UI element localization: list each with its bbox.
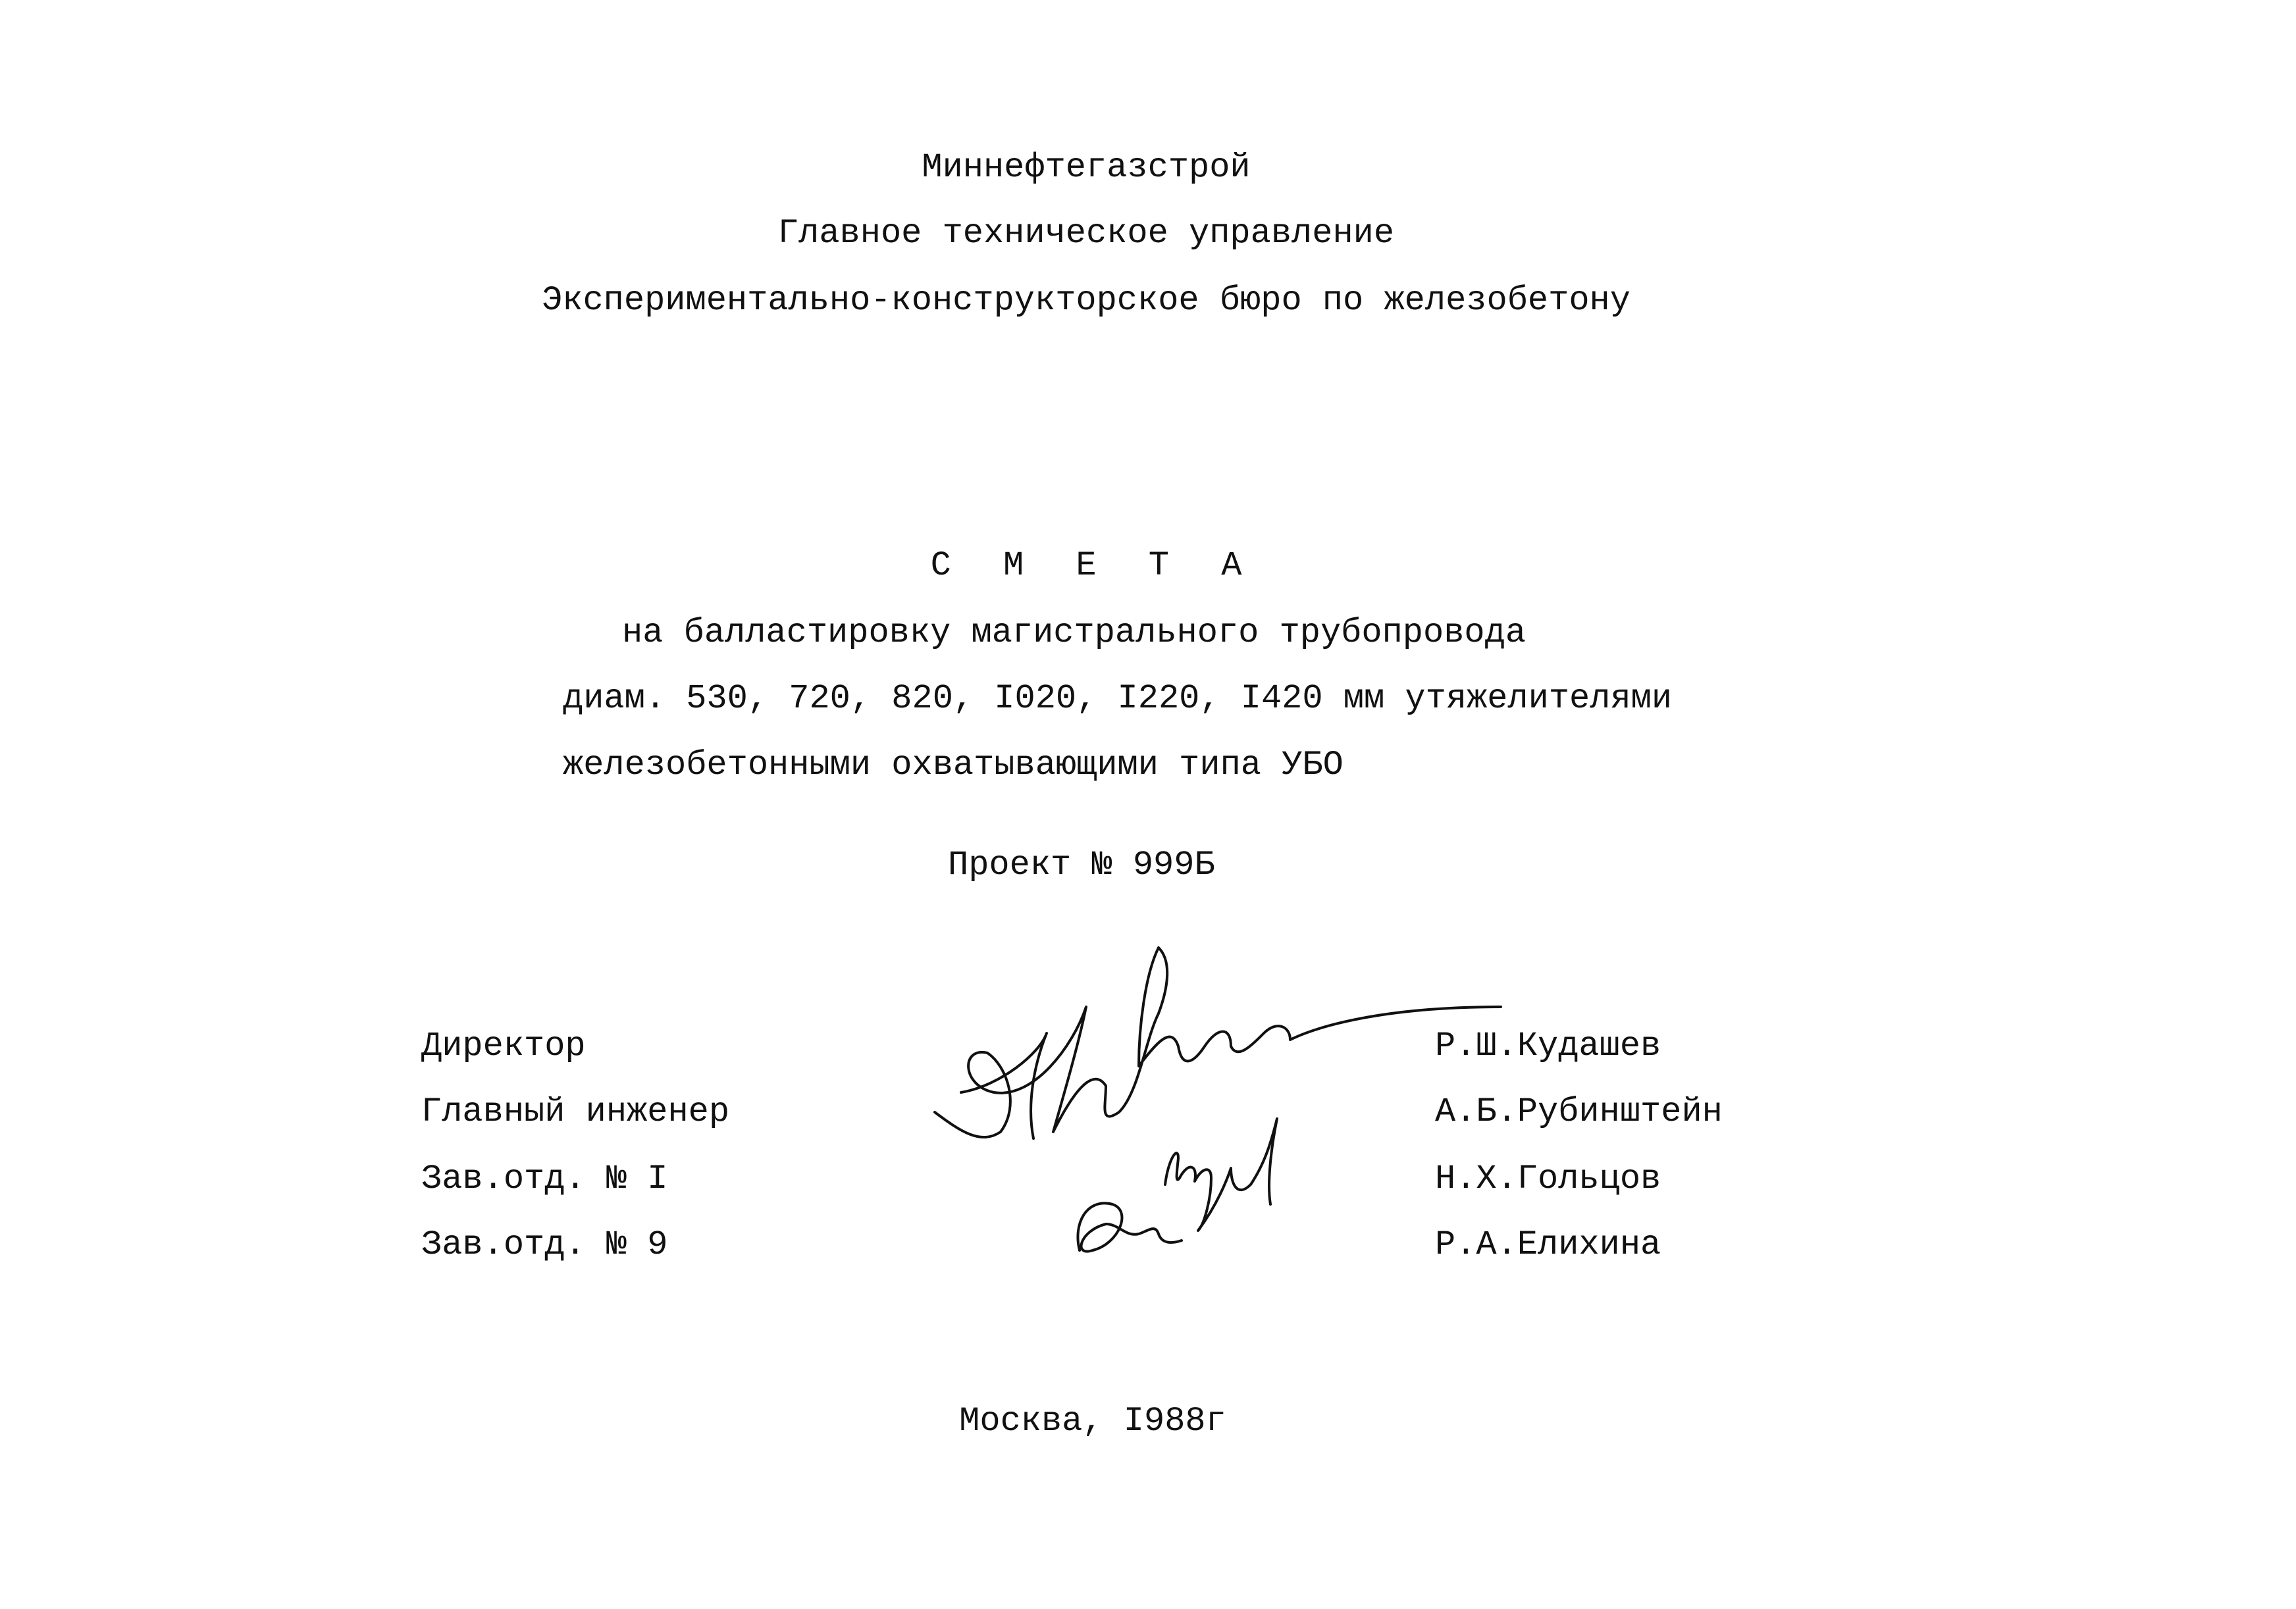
- position-head-dept-1: Зав.отд. № I: [421, 1160, 668, 1198]
- position-head-dept-9: Зав.отд. № 9: [421, 1225, 668, 1264]
- signature-chief-engineer: [1165, 1119, 1277, 1231]
- name-head-dept-9: Р.А.Елихина: [1435, 1225, 1661, 1264]
- ministry-name: Миннефтегазстрой: [922, 148, 1251, 187]
- signatures-drawing: [922, 934, 1514, 1290]
- name-director: Р.Ш.Кудашев: [1435, 1027, 1661, 1065]
- signature-director: [935, 948, 1501, 1137]
- subtitle-line-2: диам. 530, 720, 820, I020, I220, I420 мм утяжелителями: [563, 679, 1673, 718]
- document-title: С М Е Т А: [930, 546, 1258, 585]
- signature-head-dept-9: [1078, 1203, 1182, 1251]
- name-head-dept-1: Н.Х.Гольцов: [1435, 1160, 1661, 1198]
- position-director: Директор: [421, 1027, 586, 1065]
- project-number: Проект № 999Б: [948, 846, 1215, 884]
- subtitle-line-1: на балластировку магистрального трубопровода: [622, 613, 1526, 652]
- handwritten-signatures: [922, 934, 1514, 1290]
- place-and-year: Москва, I988г: [959, 1402, 1226, 1441]
- department-name: Главное техническое управление: [777, 214, 1395, 253]
- subtitle-line-3: железобетонными охватывающими типа УБО: [563, 746, 1344, 784]
- bureau-name: Экспериментально-конструкторское бюро по железобетону: [542, 281, 1631, 320]
- position-chief-engineer: Главный инженер: [421, 1092, 730, 1131]
- name-chief-engineer: А.Б.Рубинштейн: [1435, 1092, 1723, 1131]
- signature-director-stroke: [961, 1033, 1047, 1138]
